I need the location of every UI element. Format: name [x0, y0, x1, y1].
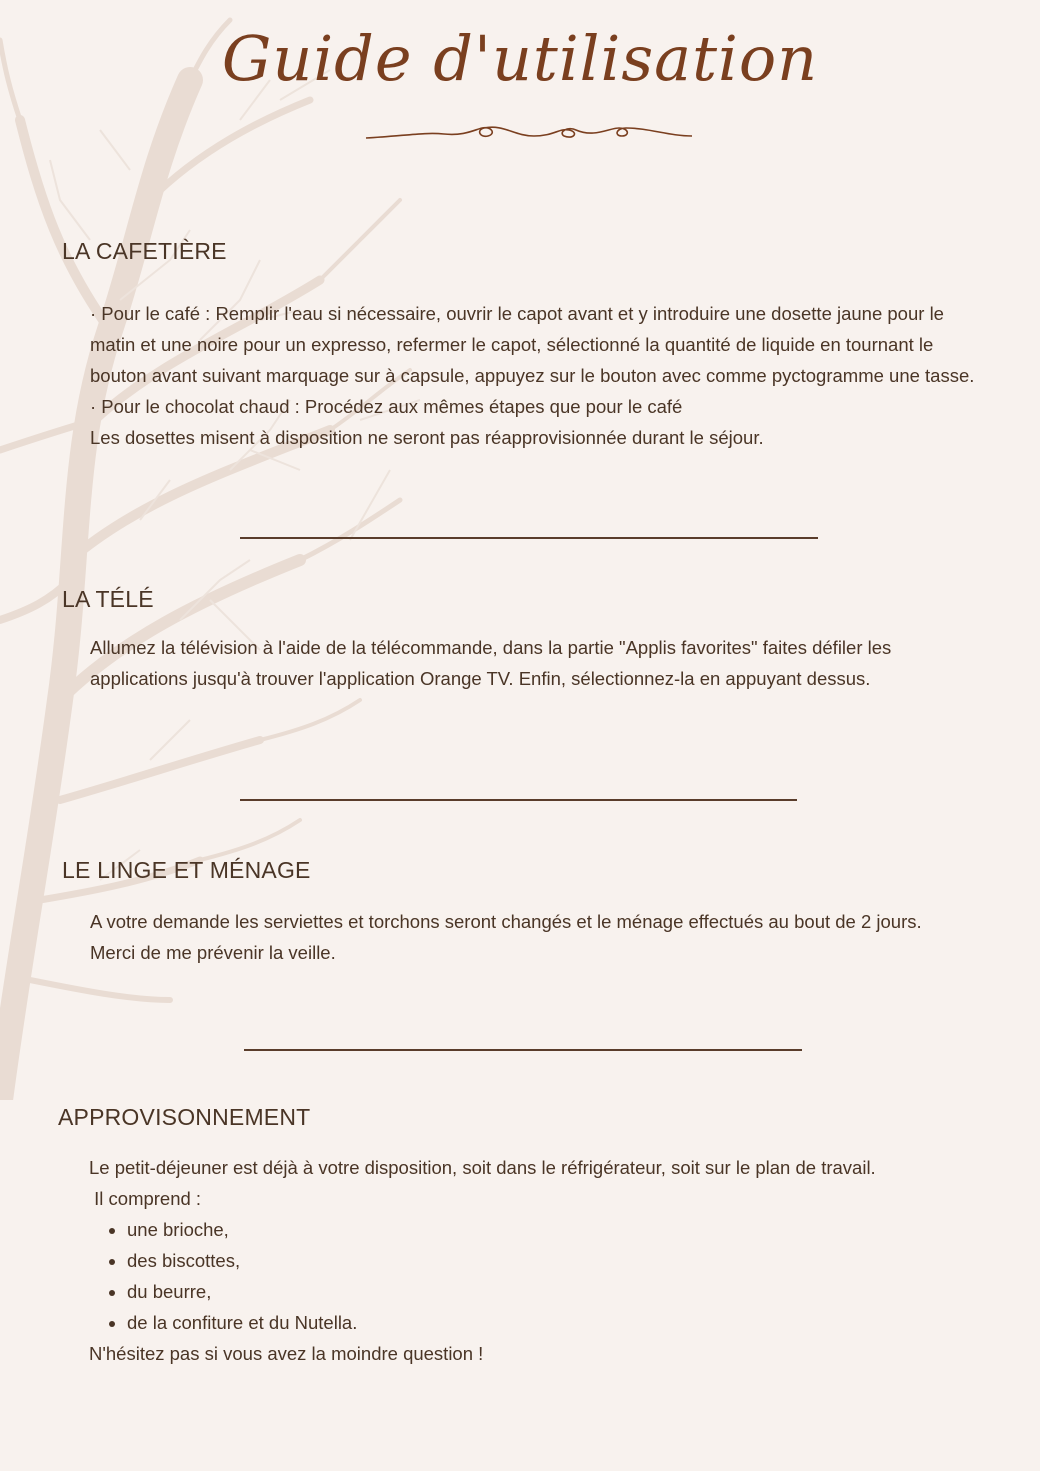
appro-closing-text: N'hésitez pas si vous avez la moindre question !: [89, 1343, 484, 1364]
page-title: Guide d'utilisation: [221, 22, 819, 95]
tele-instructions: [90, 632, 980, 694]
list-item: • des biscottes,: [127, 1245, 979, 1276]
tele-text: Allumez la télévision à l'aide de la télécommande, dans la partie "Applis favorites" faites défiler les applications jusqu'à trouver l'application Orange TV. Enfin, sélectionnez-la en appuyant dessus.: [90, 637, 892, 689]
separator-line: [244, 1049, 802, 1051]
list-item: • une brioche,: [127, 1214, 979, 1245]
ornament-flourish-icon: [364, 118, 694, 152]
section-heading-cafetiere: LA CAFETIÈRE: [62, 238, 227, 264]
list-item: • du beurre,: [127, 1276, 979, 1307]
cafetiere-note-text: Les dosettes misent à disposition ne seront pas réapprovisionnée durant le séjour.: [90, 427, 764, 448]
separator-line: [240, 799, 797, 801]
section-heading-tele: LA TÉLÉ: [62, 586, 154, 612]
cafetiere-chocolate-text: · Pour le chocolat chaud : Procédez aux mêmes étapes que pour le café: [90, 396, 683, 417]
appro-includes-text: Il comprend :: [89, 1188, 202, 1209]
linge-instructions: [90, 906, 980, 968]
appro-text: Le petit-déjeuner est déjà à votre disposition, soit dans le réfrigérateur, soit sur le plan de travail.: [89, 1157, 876, 1178]
section-heading-linge: LE LINGE ET MÉNAGE: [62, 857, 311, 883]
breakfast-list: [89, 1214, 979, 1338]
cafetiere-coffee-text: · Pour le café : Remplir l'eau si nécessaire, ouvrir le capot avant et y introduire une dosette jaune pour le matin et une noire pour un expresso, refermer le capot, sélectionné la quantité de liquide en tournant le bouton avant suivant marquage sur à capsule, appuyez sur le bouton avec comme pyctogramme une tasse.: [90, 303, 975, 386]
separator-line: [240, 537, 818, 539]
list-item: • de la confiture et du Nutella.: [127, 1307, 979, 1338]
section-heading-appro: APPROVISONNEMENT: [58, 1104, 311, 1130]
cafetiere-instructions: [90, 298, 980, 453]
linge-note-text: Merci de me prévenir la veille.: [90, 942, 336, 963]
linge-text: A votre demande les serviettes et torchons seront changés et le ménage effectués au bout de 2 jours.: [90, 911, 922, 932]
appro-instructions: [89, 1152, 979, 1369]
